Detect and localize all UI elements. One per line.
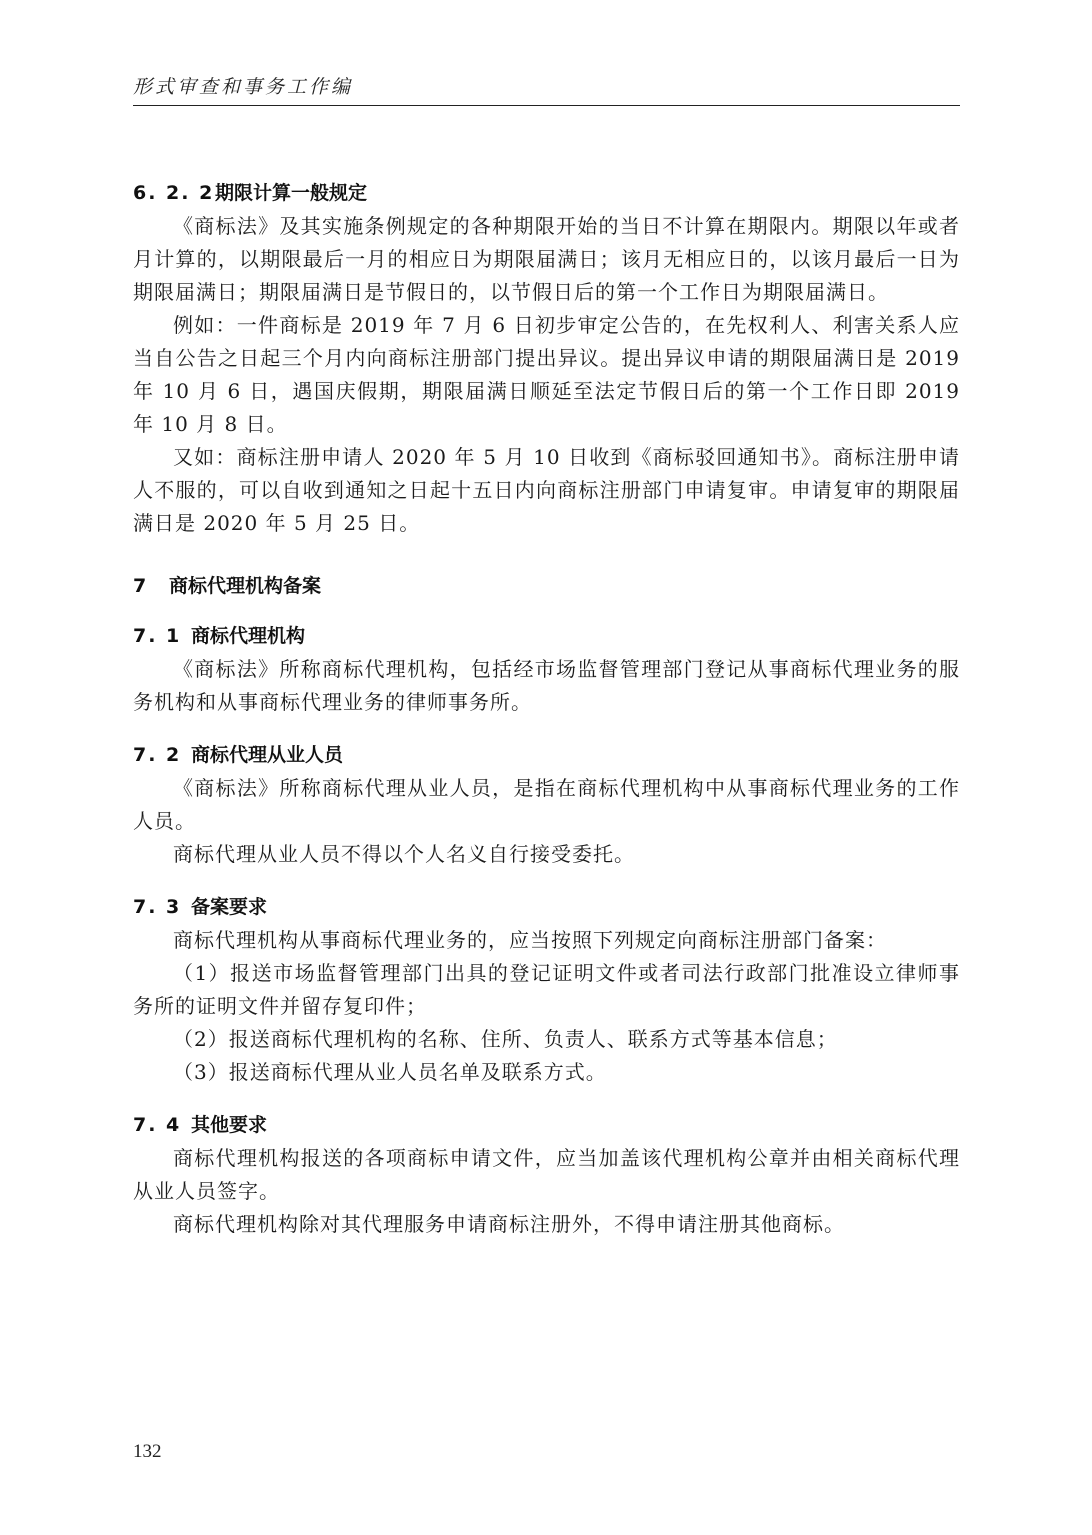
paragraph: 又如：商标注册申请人 2020 年 5 月 10 日收到《商标驳回通知书》。商标注册申请人不服的，可以自收到通知之日起十五日内向商标注册部门申请复审。申请复审的期限届满日是 2020 年 5 月 25 日。 — [133, 445, 960, 535]
header-rule — [133, 105, 960, 106]
page-number: 132 — [133, 1441, 162, 1462]
paragraph: 商标代理机构从事商标代理业务的，应当按照下列规定向商标注册部门备案： — [173, 928, 887, 952]
section-7-3 — [133, 890, 960, 1089]
section-heading — [133, 1108, 960, 1142]
section-heading — [133, 738, 960, 772]
section-number: 7. 1 — [133, 625, 182, 647]
section-title: 其他要求 — [191, 1114, 268, 1136]
section-heading — [133, 890, 960, 924]
page-body — [133, 176, 960, 1241]
section-heading — [133, 176, 960, 210]
section-heading — [133, 619, 960, 653]
spacer — [133, 603, 960, 619]
section-title: 备案要求 — [191, 896, 268, 918]
section-7-1 — [133, 619, 960, 719]
section-title: 期限计算一般规定 — [215, 182, 368, 204]
section-title: 商标代理从业人员 — [191, 744, 344, 766]
spacer — [133, 540, 960, 569]
list-item: （3）报送商标代理从业人员名单及联系方式。 — [173, 1060, 607, 1084]
spacer — [133, 719, 960, 738]
section-7-2 — [133, 738, 960, 871]
spacer — [133, 871, 960, 890]
section-number: 7. 2 — [133, 744, 182, 766]
paragraph: 例如：一件商标是 2019 年 7 月 6 日初步审定公告的，在先权利人、利害关系人应当自公告之日起三个月内向商标注册部门提出异议。提出异议申请的期限届满日是 2019 年 10 月 6 日，遇国庆假期，期限届满日顺延至法定节假日后的第一个工作日即 2019 年 10 月 8 日。 — [133, 313, 960, 436]
section-number: 7. 3 — [133, 896, 182, 918]
section-7 — [133, 569, 960, 603]
section-title: 商标代理机构 — [191, 625, 306, 647]
running-header: 形式审查和事务工作编 — [133, 76, 354, 98]
section-title: 商标代理机构备案 — [169, 575, 322, 597]
section-number: 7 — [133, 575, 149, 597]
section-heading — [133, 569, 960, 603]
paragraph: 商标代理机构报送的各项商标申请文件，应当加盖该代理机构公章并由相关商标代理从业人员签字。 — [133, 1146, 960, 1203]
paragraph: 《商标法》所称商标代理从业人员，是指在商标代理机构中从事商标代理业务的工作人员。 — [133, 776, 960, 833]
list-item: （1）报送市场监督管理部门出具的登记证明文件或者司法行政部门批准设立律师事务所的证明文件并留存复印件； — [133, 961, 960, 1018]
section-7-4 — [133, 1108, 960, 1241]
paragraph: 商标代理机构除对其代理服务申请商标注册外，不得申请注册其他商标。 — [173, 1212, 845, 1236]
section-number: 6. 2. 2 — [133, 182, 215, 204]
paragraph: 《商标法》及其实施条例规定的各种期限开始的当日不计算在期限内。期限以年或者月计算的，以期限最后一月的相应日为期限届满日；该月无相应日的，以该月最后一日为期限届满日；期限届满日是节假日的，以节假日后的第一个工作日为期限届满日。 — [133, 214, 960, 304]
spacer — [133, 1089, 960, 1108]
section-6-2-2 — [133, 176, 960, 540]
list-item: （2）报送商标代理机构的名称、住所、负责人、联系方式等基本信息； — [173, 1027, 838, 1051]
paragraph: 商标代理从业人员不得以个人名义自行接受委托。 — [173, 842, 635, 866]
section-number: 7. 4 — [133, 1114, 182, 1136]
paragraph: 《商标法》所称商标代理机构，包括经市场监督管理部门登记从事商标代理业务的服务机构和从事商标代理业务的律师事务所。 — [133, 657, 960, 714]
